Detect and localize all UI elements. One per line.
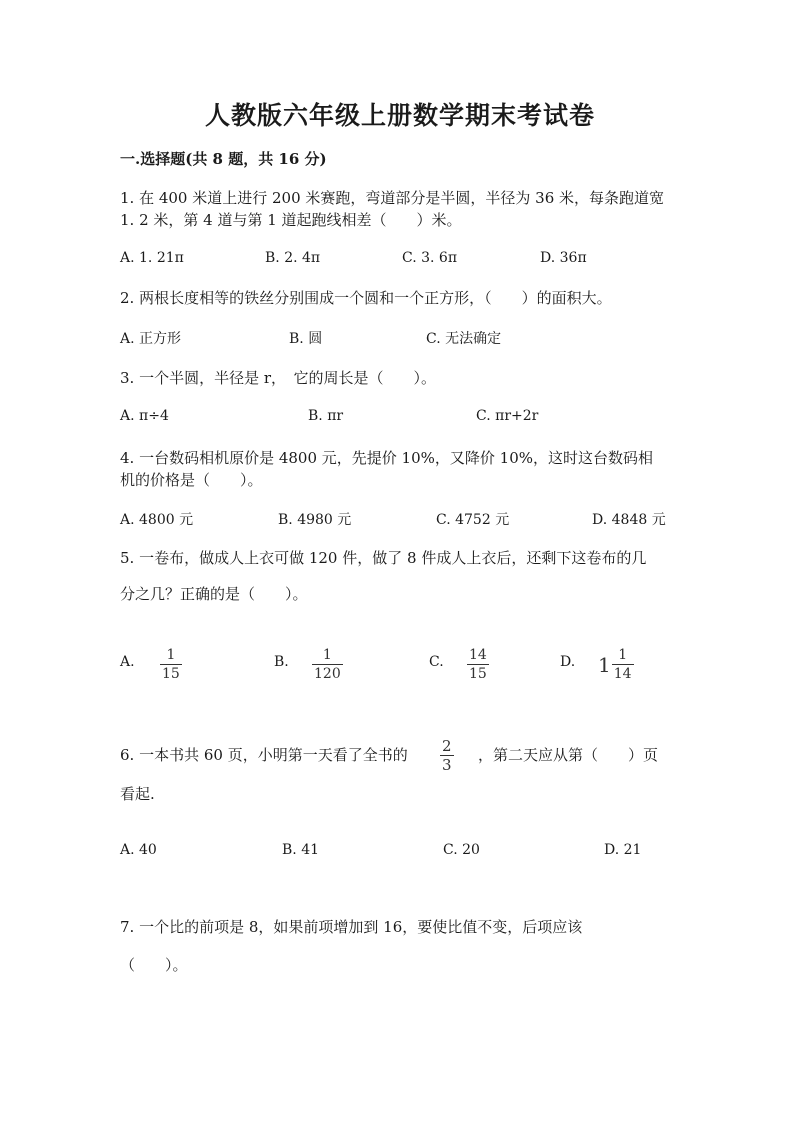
fraction-denominator: 14	[613, 666, 632, 682]
question-6-line-1-before: 6. 一本书共 60 页，小明第一天看了全书的	[120, 746, 408, 764]
fraction-denominator: 15	[162, 666, 180, 682]
question-3-line-1: 3. 一个半圆，半径是 r， 它的周长是（ ）。	[120, 369, 437, 387]
question-4-option-a: A. 4800 元	[120, 512, 194, 528]
question-6-line-2: 看起.	[120, 785, 155, 803]
question-2-line-1: 2. 两根长度相等的铁丝分别围成一个圆和一个正方形，（ ）的面积大。	[120, 289, 612, 307]
question-5-option-b-fraction	[312, 647, 343, 682]
question-2-option-c: C. 无法确定	[426, 331, 502, 347]
fraction-denominator: 3	[442, 756, 452, 774]
question-4-line-2: 机的价格是（ ）。	[120, 471, 263, 489]
question-2-option-a: A. 正方形	[120, 331, 182, 347]
question-4-option-b: B. 4980 元	[278, 512, 352, 528]
question-6-fraction	[440, 738, 454, 773]
question-7-line-1: 7. 一个比的前项是 8，如果前项增加到 16，要使比值不变，后项应该	[120, 918, 583, 936]
fraction-denominator: 120	[314, 666, 341, 682]
question-3-option-a: A. π÷4	[120, 408, 169, 424]
question-1-option-b: B. 2. 4π	[265, 250, 321, 266]
fraction-numerator: 2	[442, 737, 452, 755]
question-4-option-c: C. 4752 元	[436, 512, 510, 528]
question-3-option-b: B. πr	[308, 408, 344, 424]
question-6-option-c: C. 20	[443, 842, 480, 858]
fraction-numerator: 1	[618, 647, 628, 663]
question-1-option-a: A. 1. 21π	[120, 250, 184, 266]
question-1-option-c: C. 3. 6π	[402, 250, 458, 266]
mixed-number-fraction	[612, 647, 634, 682]
question-3-option-c: C. πr+2r	[476, 408, 539, 424]
question-5-option-d-letter: D.	[560, 654, 576, 670]
question-5-option-d-mixed-number	[598, 647, 634, 682]
question-1-line-2: 1. 2 米，第 4 道与第 1 道起跑线相差（ ）米。	[120, 211, 462, 229]
question-5-line-2: 分之几？正确的是（ ）。	[120, 585, 308, 603]
question-5-option-c-fraction	[467, 647, 489, 682]
question-5-option-b-letter: B.	[274, 654, 289, 670]
question-2-option-b: B. 圆	[289, 331, 323, 347]
question-5-option-a-fraction	[160, 647, 182, 682]
question-5-option-a-letter: A.	[120, 654, 135, 670]
question-5-option-c-letter: C.	[429, 654, 444, 670]
question-7-line-2: （ ）。	[120, 956, 188, 974]
fraction-bar	[612, 664, 634, 665]
mixed-number-whole: 1	[598, 652, 611, 677]
question-4-line-1: 4. 一台数码相机原价是 4800 元，先提价 10%，又降价 10%，这时这台数码相	[120, 449, 654, 467]
fraction-bar	[160, 664, 182, 665]
section-heading: 一.选择题(共 8 题，共 16 分)	[120, 150, 327, 168]
fraction-numerator: 14	[469, 647, 487, 663]
question-4-option-d: D. 4848 元	[592, 512, 666, 528]
fraction-denominator: 15	[469, 666, 487, 682]
question-6-line-1-after: ，第二天应从第（ ）页	[478, 746, 659, 764]
fraction-numerator: 1	[322, 647, 332, 663]
fraction-bar	[467, 664, 489, 665]
question-1-option-d: D. 36π	[540, 250, 587, 266]
question-6-option-b: B. 41	[282, 842, 320, 858]
fraction-bar	[312, 664, 343, 665]
question-6-option-d: D. 21	[604, 842, 642, 858]
fraction-numerator: 1	[166, 647, 176, 663]
exam-title: 人教版六年级上册数学期末考试卷	[204, 101, 595, 130]
question-5-line-1: 5. 一卷布，做成人上衣可做 120 件，做了 8 件成人上衣后，还剩下这卷布的几	[120, 549, 647, 567]
question-1-line-1: 1. 在 400 米道上进行 200 米赛跑，弯道部分是半圆，半径为 36 米，每条跑道宽	[120, 189, 665, 207]
question-6-option-a: A. 40	[120, 842, 157, 858]
